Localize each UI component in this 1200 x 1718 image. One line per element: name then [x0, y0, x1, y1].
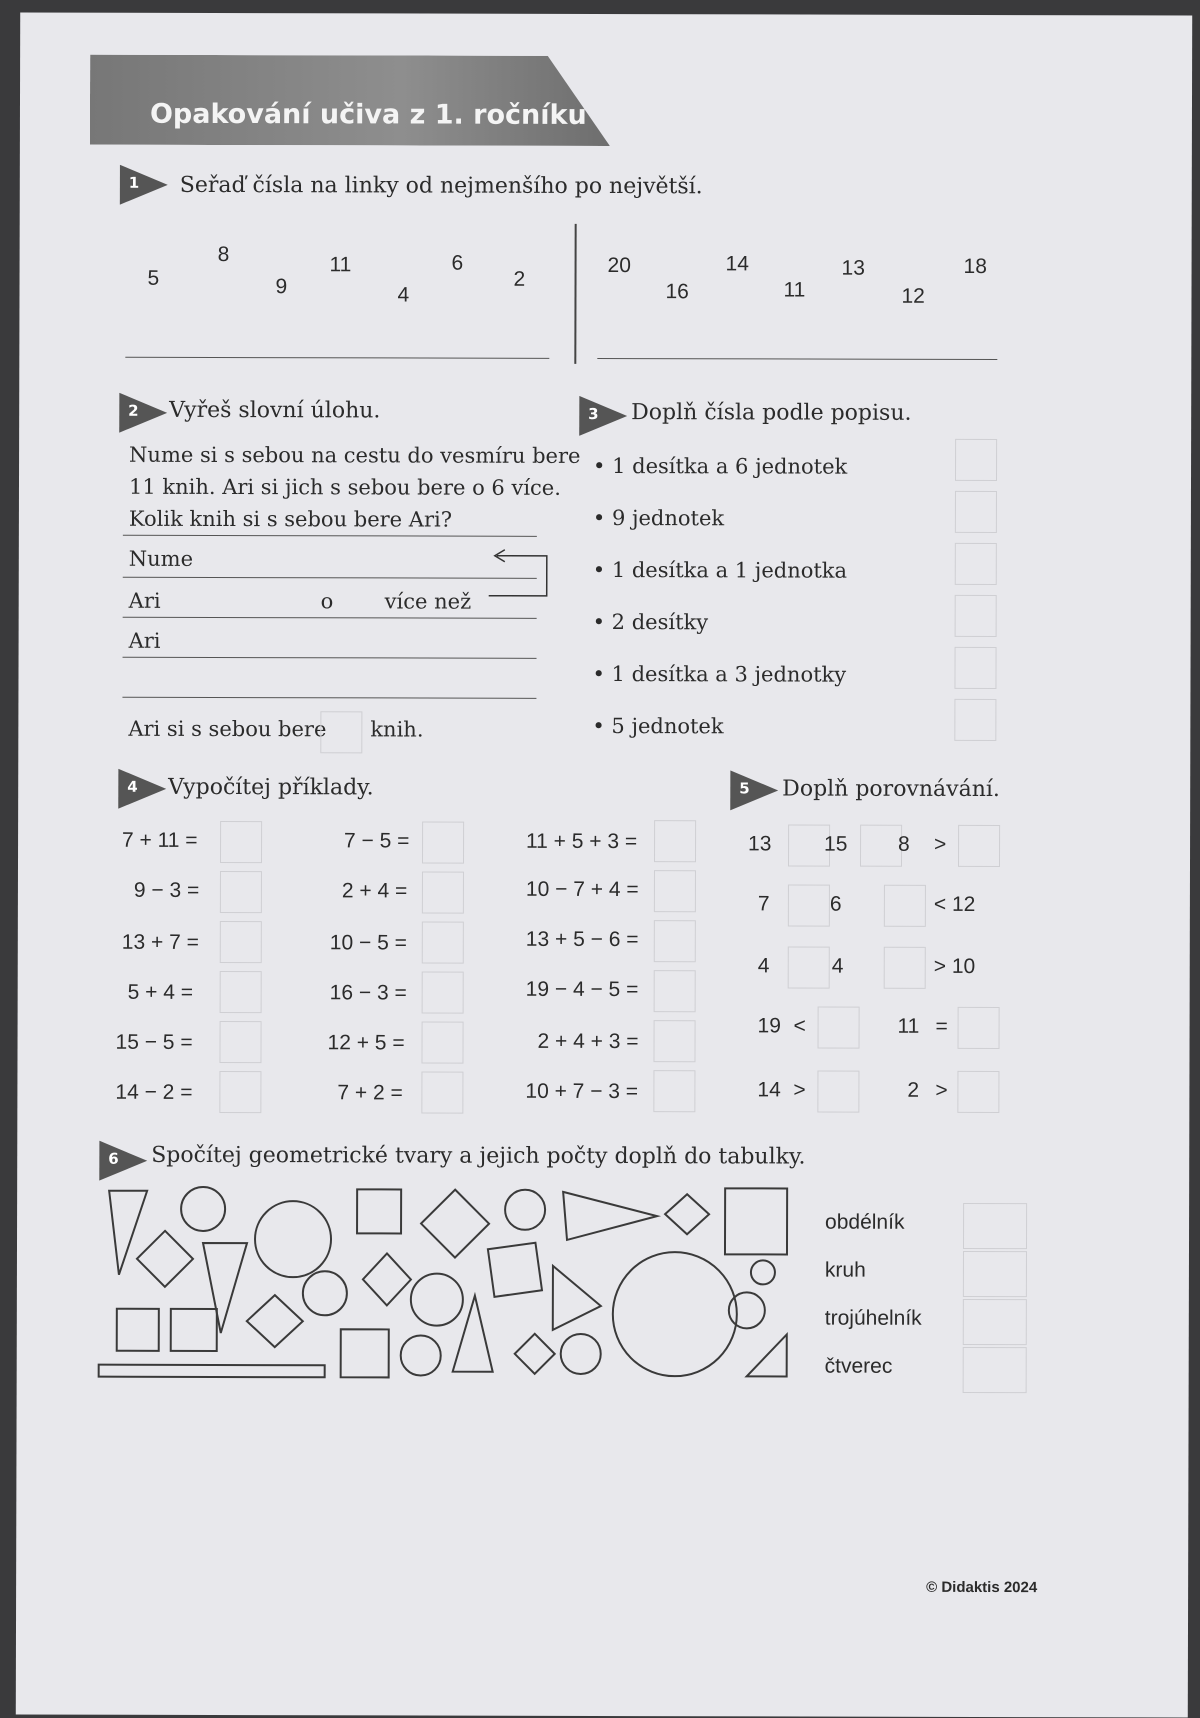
compare-sign: >	[935, 1078, 948, 1102]
answer-box[interactable]	[788, 884, 830, 926]
circle-shape	[729, 1292, 765, 1328]
answer-box[interactable]	[422, 922, 464, 964]
diamond-shape	[363, 1253, 411, 1305]
compare-sign: =	[935, 1014, 948, 1038]
compare-value: 13	[748, 832, 772, 856]
math-problem: 13 + 7 =	[121, 930, 199, 954]
number: 18	[963, 254, 987, 279]
number: 13	[841, 256, 865, 280]
arrow-icon	[477, 548, 549, 604]
table-row-label: kruh	[824, 1258, 866, 1282]
compare-value: 14	[757, 1078, 781, 1102]
math-problem: 13 + 5 − 6 =	[525, 927, 639, 952]
divider	[574, 224, 576, 364]
problem-line: Kolik knih si s sebou bere Ari?	[128, 506, 453, 532]
answer-line[interactable]	[125, 357, 549, 359]
answer-box[interactable]	[422, 972, 464, 1014]
compare-value: 19	[757, 1014, 781, 1038]
circle-shape	[255, 1201, 331, 1277]
answer-box[interactable]	[788, 946, 830, 988]
table-row-label: obdélník	[825, 1210, 905, 1234]
row-word-vice-nez: více než	[384, 589, 472, 614]
compare-value: 6	[829, 892, 842, 916]
number: 9	[275, 275, 288, 299]
compare-sign: >	[934, 832, 947, 856]
math-problem: 11 + 5 + 3 =	[526, 829, 638, 854]
number: 4	[397, 283, 410, 307]
math-problem: 7 − 5 =	[344, 829, 410, 853]
answer-box[interactable]	[219, 1071, 261, 1113]
diamond-shape	[665, 1194, 709, 1234]
answer-box[interactable]	[653, 1070, 695, 1112]
task-6-badge: 6	[99, 1141, 147, 1181]
compare-value: 8	[898, 832, 910, 856]
math-problem: 12 + 5 =	[327, 1031, 405, 1055]
diamond-shape	[421, 1190, 489, 1258]
number: 14	[725, 252, 749, 276]
shapes-illustration	[97, 1183, 818, 1395]
answer-box[interactable]	[955, 595, 997, 637]
answer-box[interactable]	[654, 920, 696, 962]
answer-box[interactable]	[955, 439, 997, 481]
answer-box[interactable]	[884, 947, 926, 989]
square-shape	[117, 1309, 159, 1351]
copyright: © Didaktis 2024	[926, 1578, 1038, 1597]
task-6-instruction: Spočítej geometrické tvary a jejich počty doplň do tabulky.	[151, 1142, 806, 1170]
circle-shape	[751, 1260, 775, 1284]
triangle-shape	[563, 1192, 657, 1240]
number: 12	[901, 284, 925, 308]
task-2-badge: 2	[119, 393, 167, 433]
math-problem: 7 + 11 =	[122, 828, 198, 852]
circle-shape	[303, 1271, 347, 1315]
math-problem: 10 − 5 =	[329, 931, 407, 955]
task-2-instruction: Vyřeš slovní úlohu.	[169, 397, 381, 424]
compare-value: > 10	[933, 954, 976, 978]
square-shape	[171, 1309, 217, 1351]
answer-box[interactable]	[818, 1007, 860, 1049]
answer-box[interactable]	[422, 872, 464, 914]
number: 5	[147, 266, 160, 290]
answer-box[interactable]	[220, 821, 262, 863]
task-5-badge: 5	[730, 770, 778, 810]
square-shape	[341, 1329, 389, 1377]
answer-text: Ari si s sebou bere	[128, 716, 327, 742]
table-row-label: čtverec	[824, 1354, 893, 1378]
table-cell[interactable]	[963, 1347, 1027, 1393]
answer-box[interactable]	[220, 871, 262, 913]
answer-box[interactable]	[422, 822, 464, 864]
answer-box[interactable]	[884, 885, 926, 927]
answer-box[interactable]	[955, 491, 997, 533]
table-cell[interactable]	[963, 1203, 1027, 1249]
math-problem: 15 − 5 =	[115, 1030, 193, 1054]
list-item: • 9 jednotek	[592, 505, 725, 531]
rule-line	[123, 535, 537, 537]
answer-box[interactable]	[955, 543, 997, 585]
square-shape	[488, 1243, 542, 1297]
number: 6	[451, 251, 464, 275]
circle-shape	[561, 1334, 601, 1374]
row-label-ari: Ari	[128, 628, 161, 653]
compare-value: 4	[757, 954, 770, 978]
row-label-nume: Nume	[128, 546, 194, 571]
list-item: • 1 desítka a 6 jednotek	[593, 453, 848, 479]
compare-value: 4	[831, 954, 844, 978]
diamond-shape	[515, 1334, 555, 1374]
compare-sign: >	[793, 1078, 806, 1102]
rule-line[interactable]	[123, 617, 537, 619]
math-problem: 14 − 2 =	[115, 1080, 193, 1104]
list-item: • 1 desítka a 3 jednotky	[592, 661, 847, 687]
triangle-shape	[747, 1334, 787, 1376]
answer-box[interactable]	[220, 971, 262, 1013]
number: 11	[329, 253, 352, 277]
number: 20	[607, 254, 631, 278]
task-1-instruction: Seřaď čísla na linky od nejmenšího po největší.	[179, 172, 703, 200]
answer-box[interactable]	[654, 870, 696, 912]
row-label-ari: Ari	[128, 588, 161, 613]
answer-box[interactable]	[817, 1071, 859, 1113]
number: 8	[217, 242, 230, 267]
answer-line[interactable]	[597, 358, 997, 360]
answer-box[interactable]	[320, 711, 362, 753]
rule-line[interactable]	[122, 697, 536, 699]
math-problem: 7 + 2 =	[337, 1081, 403, 1105]
number: 16	[665, 280, 689, 304]
circle-shape	[401, 1335, 441, 1375]
diamond-shape	[247, 1295, 303, 1347]
task-5-instruction: Doplň porovnávání.	[782, 776, 1000, 803]
problem-line: Nume si s sebou na cestu do vesmíru bere	[129, 442, 581, 468]
rule-line[interactable]	[123, 657, 537, 659]
answer-box[interactable]	[957, 1071, 999, 1113]
task-3-badge: 3	[579, 396, 627, 436]
task-3-instruction: Doplň čísla podle popisu.	[631, 400, 912, 426]
answer-box[interactable]	[958, 1007, 1000, 1049]
worksheet-page	[16, 12, 1192, 1717]
answer-box[interactable]	[654, 820, 696, 862]
compare-value: < 12	[933, 892, 976, 916]
circle-shape	[613, 1252, 737, 1376]
rule-line[interactable]	[123, 577, 537, 579]
row-word-o: o	[320, 589, 334, 614]
triangle-shape	[203, 1243, 247, 1333]
list-item: • 5 jednotek	[592, 713, 724, 739]
number: 2	[513, 267, 526, 291]
compare-value: 7	[757, 892, 770, 916]
math-problem: 9 − 3 =	[133, 878, 200, 902]
compare-value: 11	[897, 1014, 920, 1038]
math-problem: 2 + 4 + 3 =	[537, 1029, 639, 1054]
number: 11	[783, 278, 806, 302]
triangle-shape	[453, 1296, 493, 1372]
task-4-instruction: Vypočítej příklady.	[168, 774, 374, 801]
answer-box[interactable]	[421, 1022, 463, 1064]
diamond-shape	[137, 1231, 193, 1287]
compare-sign: <	[793, 1014, 806, 1038]
circle-shape	[181, 1187, 225, 1231]
page-title: Opakování učiva z 1. ročníku	[149, 98, 587, 131]
square-shape	[725, 1188, 787, 1254]
answer-box[interactable]	[860, 825, 902, 867]
circle-shape	[505, 1190, 545, 1230]
math-problem: 10 − 7 + 4 =	[525, 877, 639, 902]
math-problem: 19 − 4 − 5 =	[525, 977, 639, 1002]
answer-box[interactable]	[653, 1020, 695, 1062]
square-shape	[357, 1189, 401, 1233]
answer-box[interactable]	[958, 825, 1000, 867]
math-problem: 2 + 4 =	[341, 879, 408, 903]
answer-box[interactable]	[954, 699, 996, 741]
circle-shape	[411, 1273, 463, 1325]
answer-box[interactable]	[654, 970, 696, 1012]
answer-box[interactable]	[220, 921, 262, 963]
answer-box[interactable]	[219, 1021, 261, 1063]
table-cell[interactable]	[963, 1299, 1027, 1345]
answer-box[interactable]	[954, 647, 996, 689]
table-row-label: trojúhelník	[824, 1306, 922, 1330]
triangle-shape	[553, 1266, 601, 1330]
table-cell[interactable]	[963, 1251, 1027, 1297]
compare-value: 2	[907, 1078, 920, 1102]
math-problem: 16 − 3 =	[329, 981, 407, 1005]
math-problem: 10 + 7 − 3 =	[525, 1079, 639, 1104]
problem-line: 11 knih. Ari si jich s sebou bere o 6 více.	[128, 474, 561, 500]
answer-text: knih.	[370, 717, 424, 742]
list-item: • 1 desítka a 1 jednotka	[592, 557, 848, 583]
answer-box[interactable]	[421, 1072, 463, 1114]
compare-value: 15	[824, 832, 848, 856]
rectangle-shape	[99, 1365, 325, 1378]
list-item: • 2 desítky	[592, 609, 709, 635]
task-1-badge: 1	[120, 165, 168, 205]
task-4-badge: 4	[118, 769, 166, 809]
math-problem: 5 + 4 =	[127, 980, 194, 1004]
